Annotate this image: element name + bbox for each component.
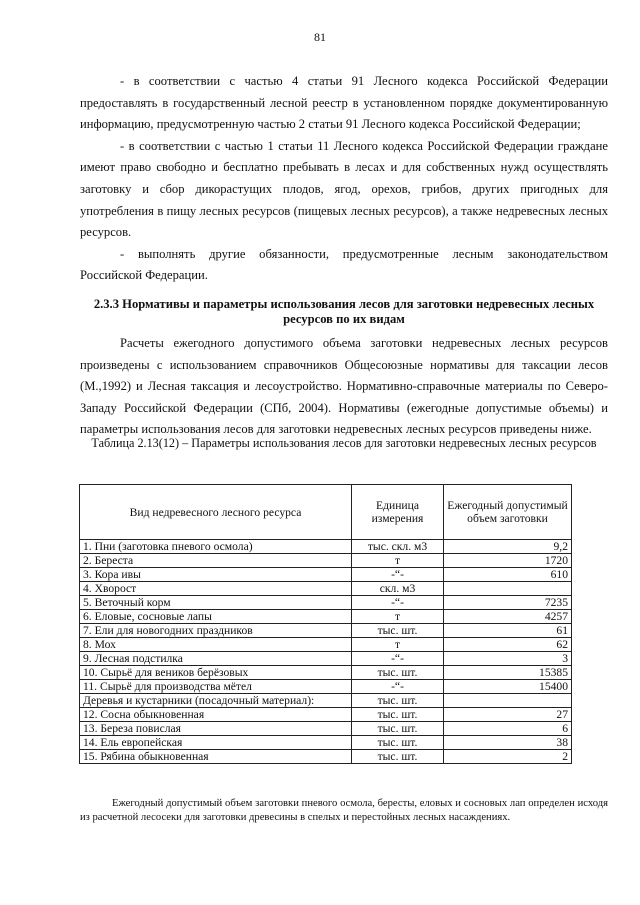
row-value: 2: [444, 750, 572, 764]
row-value: [444, 582, 572, 596]
row-value: 6: [444, 722, 572, 736]
row-unit: тыс. шт.: [352, 694, 444, 708]
row-value: 15385: [444, 666, 572, 680]
row-name: 6. Еловые, сосновые лапы: [80, 610, 352, 624]
header-volume: Ежегодный допустимый объем заготовки: [444, 485, 572, 540]
row-name: 9. Лесная подстилка: [80, 652, 352, 666]
table-row: [80, 554, 572, 568]
row-unit: т: [352, 610, 444, 624]
row-unit: тыс. шт.: [352, 708, 444, 722]
table-row: [80, 638, 572, 652]
row-unit: -“-: [352, 596, 444, 610]
row-value: 27: [444, 708, 572, 722]
table-row: [80, 680, 572, 694]
table-row: [80, 596, 572, 610]
table-row: [80, 722, 572, 736]
row-name: 11. Сырьё для производства мётел: [80, 680, 352, 694]
footnote-text: Ежегодный допустимый объем заготовки пневого осмола, бересты, еловых и сосновых лап определен исходя из расчетной лесосеки для заготовки древесины в спелых и перестойных лесных насаждениях.: [80, 798, 608, 823]
row-unit: скл. м3: [352, 582, 444, 596]
table-row: [80, 708, 572, 722]
row-unit: -“-: [352, 568, 444, 582]
row-unit: тыс. шт.: [352, 722, 444, 736]
row-value: [444, 694, 572, 708]
table-row: [80, 568, 572, 582]
paragraph-2: - в соответствии с частью 1 статьи 11 Лесного кодекса Российской Федерации граждане имеют право свободно и бесплатно пребывать в лесах и для собственных нужд осуществлять заготовку и сбор дикорастущих плодов, ягод, орехов, грибов, других пригодных для употребления в пищу лесных ресурсов (пищевых лесных ресурсов), а также недревесных лесных ресурсов.: [80, 138, 608, 240]
row-name: 13. Береза повислая: [80, 722, 352, 736]
table-row: [80, 694, 572, 708]
row-unit: т: [352, 638, 444, 652]
row-value: 610: [444, 568, 572, 582]
row-value: 4257: [444, 610, 572, 624]
page-number: 81: [314, 30, 326, 44]
row-name: 7. Ели для новогодних праздников: [80, 624, 352, 638]
table-row: [80, 750, 572, 764]
header-resource: Вид недревесного лесного ресурса: [80, 485, 352, 540]
table-row: [80, 736, 572, 750]
table-footnote: [80, 797, 608, 825]
row-name: Деревья и кустарники (посадочный материал):: [80, 694, 352, 708]
header-unit: Единица измерения: [352, 485, 444, 540]
row-value: 3: [444, 652, 572, 666]
row-unit: -“-: [352, 680, 444, 694]
row-unit: т: [352, 554, 444, 568]
row-value: 1720: [444, 554, 572, 568]
table-header-row: [80, 485, 572, 540]
paragraph-3: - выполнять другие обязанности, предусмотренные лесным законодательством Российской Федерации.: [80, 246, 608, 283]
row-unit: тыс. шт.: [352, 750, 444, 764]
row-name: 14. Ель европейская: [80, 736, 352, 750]
row-name: 8. Мох: [80, 638, 352, 652]
row-name: 10. Сырьё для веников берёзовых: [80, 666, 352, 680]
row-unit: тыс. шт.: [352, 736, 444, 750]
table-row: [80, 666, 572, 680]
row-value: 38: [444, 736, 572, 750]
table-row: [80, 610, 572, 624]
row-value: 62: [444, 638, 572, 652]
paragraph-1: - в соответствии с частью 4 статьи 91 Лесного кодекса Российской Федерации предоставлять в государственный лесной реестр в установленном порядке документированную информацию, предусмотренную частью 2 статьи 91 Лесного кодекса Российской Федерации;: [80, 74, 608, 132]
resources-table: [79, 484, 572, 764]
table-row: [80, 652, 572, 666]
table-row: [80, 582, 572, 596]
table-caption: Таблица 2.13(12) – Параметры использования лесов для заготовки недревесных лесных ресурсов: [91, 436, 597, 450]
row-value: 7235: [444, 596, 572, 610]
row-name: 12. Сосна обыкновенная: [80, 708, 352, 722]
row-unit: тыс. шт.: [352, 666, 444, 680]
row-value: 15400: [444, 680, 572, 694]
row-name: 15. Рябина обыкновенная: [80, 750, 352, 764]
row-value: 61: [444, 624, 572, 638]
table-row: [80, 624, 572, 638]
row-unit: тыс. шт.: [352, 624, 444, 638]
intro-paragraph: Расчеты ежегодного допустимого объема заготовки недревесных лесных ресурсов произведены с использованием справочников Общесоюзные нормативы для таксации лесов (М.,1992) и Лесная таксация и лесоустройство. Нормативно-справочные материалы по Северо-Западу Российской Федерации (СПб, 2004). Нормативы (ежегодные допустимые объемы) и параметры использования лесов для заготовки недревесных лесных ресурсов приведены ниже.: [80, 335, 608, 437]
row-value: 9,2: [444, 540, 572, 554]
row-name: 5. Веточный корм: [80, 596, 352, 610]
row-name: 2. Береста: [80, 554, 352, 568]
row-unit: тыс. скл. м3: [352, 540, 444, 554]
section-heading: 2.3.3 Нормативы и параметры использования лесов для заготовки недревесных лесных ресурсов по их видам: [93, 296, 595, 326]
row-unit: -“-: [352, 652, 444, 666]
row-name: 4. Хворост: [80, 582, 352, 596]
row-name: 3. Кора ивы: [80, 568, 352, 582]
row-name: 1. Пни (заготовка пневого осмола): [80, 540, 352, 554]
body-text: [80, 71, 608, 441]
table-row: [80, 540, 572, 554]
